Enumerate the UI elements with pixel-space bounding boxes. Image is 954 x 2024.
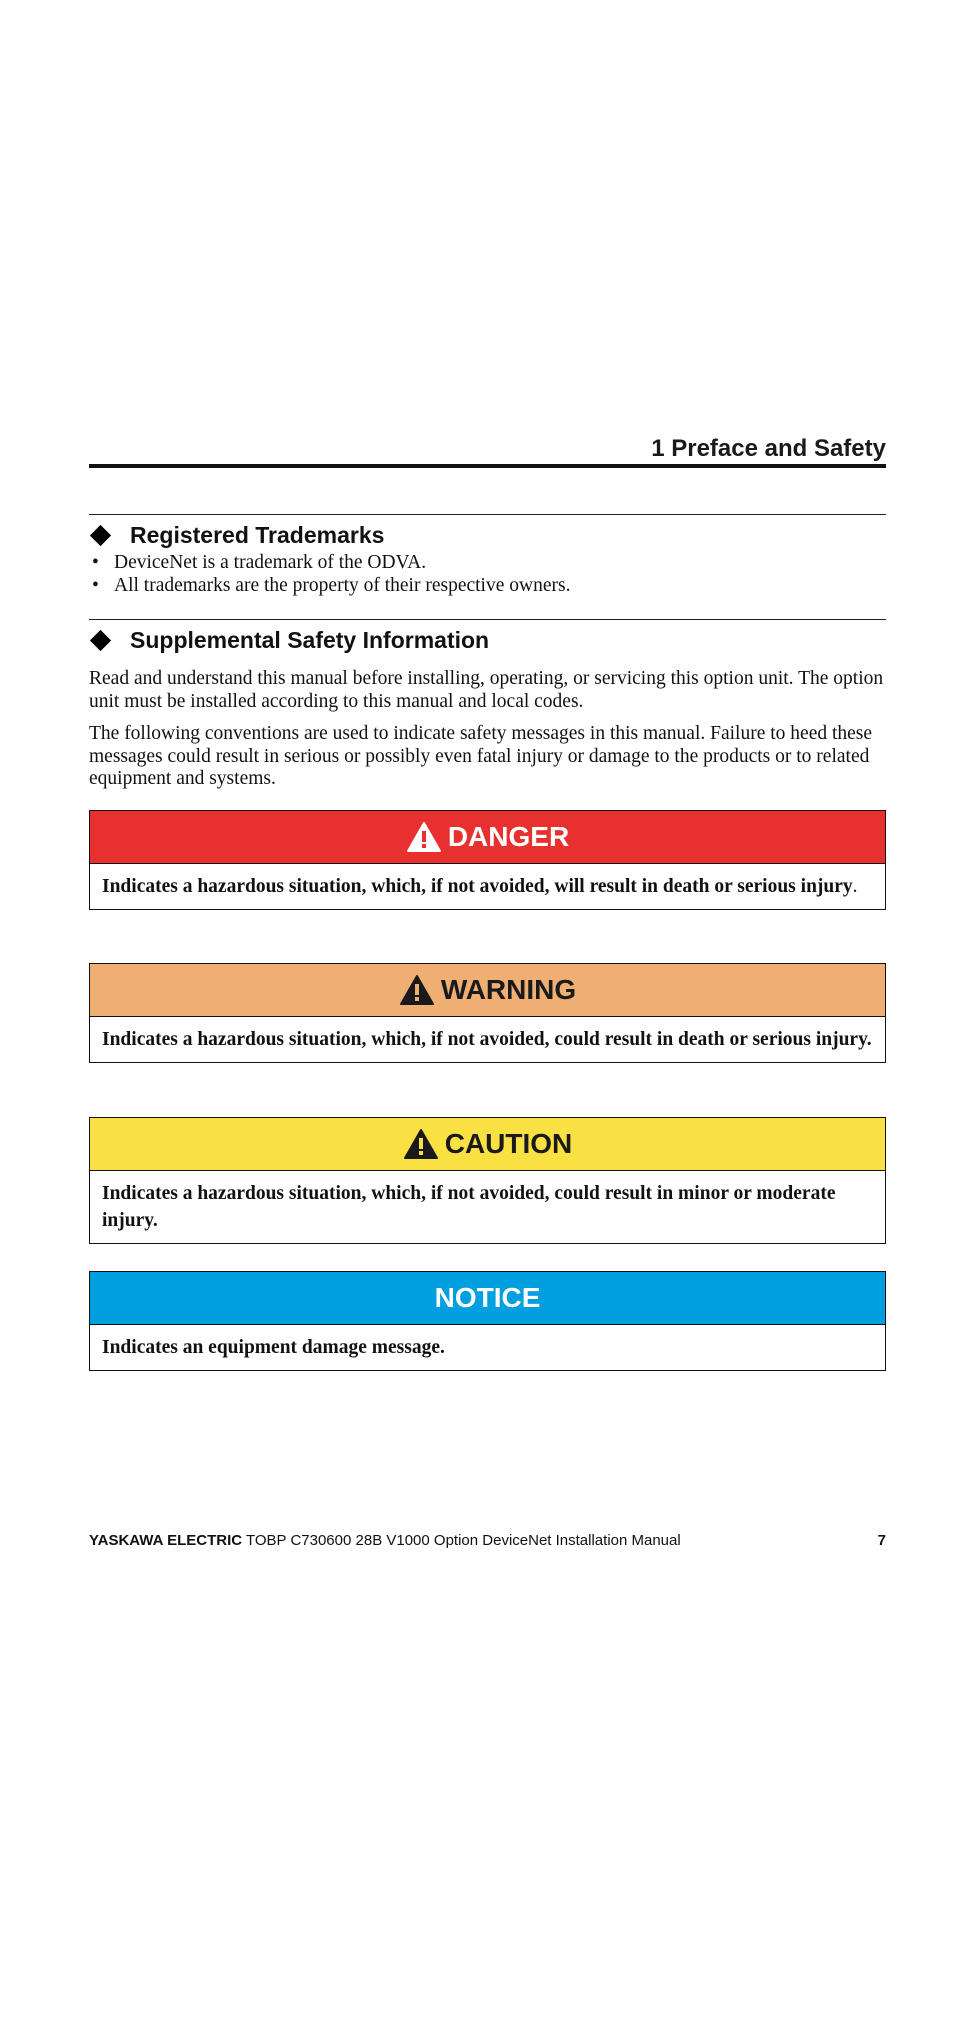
bullet-symbol: • xyxy=(92,552,99,573)
trademark-list xyxy=(89,551,570,597)
notice-body: Indicates an equipment damage message. xyxy=(102,1337,445,1358)
warning-body: Indicates a hazardous situation, which, if not avoided, could result in death or serious injury. xyxy=(102,1029,872,1050)
bullet-symbol: • xyxy=(92,575,99,596)
notice-title: NOTICE xyxy=(434,1282,541,1313)
paragraph: Read and understand this manual before installing, operating, or servicing this option unit. The option unit must be installed according to this manual and local codes. xyxy=(89,668,884,712)
warning-triangle-icon xyxy=(403,1128,439,1160)
footer-brand: YASKAWA ELECTRIC xyxy=(89,1532,243,1549)
section-heading-text: Supplemental Safety Information xyxy=(130,627,490,653)
section-divider xyxy=(89,514,886,515)
warning-triangle-icon xyxy=(406,821,442,853)
section-heading-trademarks xyxy=(89,521,384,549)
caution-body: Indicates a hazardous situation, which, if not avoided, could result in minor or moderate injury. xyxy=(102,1183,836,1231)
footer-doc-info xyxy=(89,1532,681,1549)
warning-title: WARNING xyxy=(440,974,577,1005)
list-item xyxy=(89,574,570,597)
section-divider xyxy=(89,619,886,620)
caution-title: CAUTION xyxy=(444,1128,573,1159)
page-number: 7 xyxy=(877,1532,886,1549)
caution-box xyxy=(89,1117,886,1244)
danger-box xyxy=(89,810,886,910)
footer-doc-title: TOBP C730600 28B V1000 Option DeviceNet Installation Manual xyxy=(245,1532,681,1549)
section-heading-text: Registered Trademarks xyxy=(130,522,385,548)
list-item-text: DeviceNet is a trademark of the ODVA. xyxy=(114,552,427,573)
warning-box xyxy=(89,963,886,1063)
danger-header xyxy=(90,811,885,864)
paragraph: The following conventions are used to indicate safety messages in this manual. Failure to heed these messages could result in serious or possibly even fatal injury or damage to the products or to related equipment and systems. xyxy=(89,723,873,789)
danger-title: DANGER xyxy=(447,821,570,852)
danger-text: Indicates a hazardous situation, which, if not avoided, will result in death or serious injury xyxy=(102,876,853,897)
diamond-bullet-icon xyxy=(90,524,111,545)
warning-triangle-icon xyxy=(399,974,435,1006)
chapter-rule xyxy=(89,464,886,468)
danger-body xyxy=(90,864,885,909)
notice-box xyxy=(89,1271,886,1371)
list-item-text: All trademarks are the property of their respective owners. xyxy=(114,575,571,596)
list-item xyxy=(89,551,570,574)
warning-header xyxy=(90,964,885,1017)
danger-text-tail: . xyxy=(852,876,858,897)
diamond-bullet-icon xyxy=(90,629,111,650)
section-heading-safety xyxy=(89,626,489,654)
notice-header xyxy=(90,1272,885,1325)
caution-header xyxy=(90,1118,885,1171)
chapter-title: 1 Preface and Safety xyxy=(651,435,886,462)
